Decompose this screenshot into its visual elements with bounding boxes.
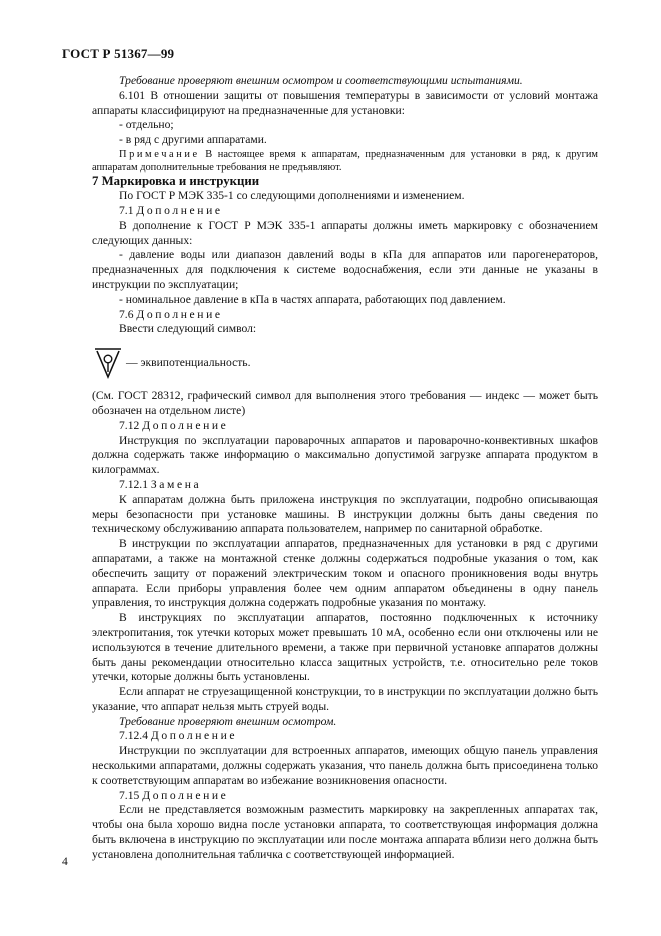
clause-number: 7.12.1 bbox=[119, 477, 151, 491]
clause-heading bbox=[92, 419, 598, 434]
clause-text: В дополнение к ГОСТ Р МЭК 335-1 аппараты должны иметь маркировку с обозначением следующих данных: bbox=[92, 218, 598, 247]
requirement-note: Требование проверяют внешним осмотром и соответствующими испытаниями. bbox=[119, 74, 523, 87]
equipotential-symbol-icon bbox=[94, 343, 122, 383]
page-content bbox=[92, 74, 598, 863]
gost-reference: (См. ГОСТ 28312, графический символ для выполнения этого требования — индекс — может быть обозначен на отдельном листе) bbox=[92, 389, 598, 417]
list-item: - номинальное давление в кПа в частях аппарата, работающих под давлением. bbox=[119, 292, 506, 306]
note-label: Примечание bbox=[119, 148, 200, 160]
symbol-row bbox=[92, 341, 598, 385]
symbol-label: — эквипотенциальность. bbox=[126, 355, 251, 369]
clause-heading bbox=[92, 204, 598, 219]
page-number: 4 bbox=[62, 855, 68, 868]
list-item: - в ряд с другими аппаратами. bbox=[119, 133, 267, 147]
clause-heading bbox=[92, 478, 598, 493]
clause-text: К аппаратам должна быть приложена инструкция по эксплуатации, подробно описывающая меры безопасности при установке машины. В инструкции должны быть даны сведения по техническому обслуживанию аппарата пользователем, например по санитарной обработке. bbox=[92, 492, 598, 536]
clause-type: Дополнение bbox=[136, 307, 223, 321]
clause-type: Дополнение bbox=[136, 203, 223, 217]
clause-text: Если не представляется возможным разместить маркировку на закрепленных аппаратах так, чтобы она была хорошо видна после установки аппарата, то соответствующая информация должна быть включена в инструкцию по эксплуатации или после монтажа аппарата вблизи него должна быть установлена дополнительная табличка с соответствующей информацией. bbox=[92, 803, 598, 861]
clause-text: Если аппарат не струезащищенной конструкции, то в инструкции по эксплуатации должно быть указание, что аппарат нельзя мыть струей воды. bbox=[92, 685, 598, 713]
requirement-note: Требование проверяют внешним осмотром. bbox=[119, 714, 337, 728]
page-header: ГОСТ Р 51367—99 bbox=[62, 46, 175, 61]
clause-text: Инструкция по эксплуатации пароварочных аппаратов и пароварочно-конвективных шкафов должна содержать также информацию о максимально допустимой загрузке аппарата продуктом в килограммах. bbox=[92, 433, 598, 477]
clause-heading bbox=[92, 308, 598, 323]
clause-heading bbox=[92, 789, 598, 804]
clause-text: Инструкции по эксплуатации для встроенных аппаратов, имеющих общую панель управления несколькими аппаратами, должны содержать указания, что панель должна быть присоединена только к соответствующим аппаратам во избежание возникновения опасности. bbox=[92, 744, 598, 787]
note-text: В настоящее время к аппаратам, предназначенным для установки в ряд, к другим аппаратам дополнительные требования не предъявляют. bbox=[92, 148, 598, 174]
clause-number: 7.12 bbox=[119, 418, 143, 432]
clause-type: Замена bbox=[150, 477, 202, 491]
clause-type: Дополнение bbox=[142, 788, 229, 802]
clause-text: В инструкции по эксплуатации аппаратов, предназначенных для установки в ряд с другими аппаратами, а также на монтажной стенке должны содержаться подробные указания о том, как обеспечить защиту от поражений электрическим током и опасного проникновения воды внутрь аппарата. Если приборы управления более чем одним аппаратом объединены в одну панель управления, то инструкция должна содержать подробные указания по монтажу. bbox=[92, 537, 598, 610]
clause-number: 7.6 bbox=[119, 307, 137, 321]
clause-type: Дополнение bbox=[150, 729, 238, 743]
section-intro: По ГОСТ Р МЭК 335-1 со следующими дополнениями и изменением. bbox=[119, 189, 465, 203]
clause-number: 7.12.4 bbox=[119, 729, 151, 743]
clause-number: 7.1 bbox=[119, 203, 137, 217]
clause-heading bbox=[92, 729, 598, 744]
clause-type: Дополнение bbox=[142, 418, 229, 432]
list-item: - отдельно; bbox=[119, 118, 174, 132]
clause-6-101: 6.101 В отношении защиты от повышения температуры в зависимости от условий монтажа аппараты классифицируют на предназначенные для установки: bbox=[92, 88, 598, 117]
list-item: - давление воды или диапазон давлений воды в кПа для аппаратов или парогенераторов, предназначенных для подключения к системе водоснабжения, если эти данные не указаны в инструкции по эксплуатации; bbox=[92, 248, 598, 291]
clause-number: 7.15 bbox=[119, 788, 143, 802]
note bbox=[92, 148, 598, 174]
clause-text: Ввести следующий символ: bbox=[119, 322, 257, 336]
clause-text: В инструкциях по эксплуатации аппаратов, постоянно подключенных к источнику электропитания, ток утечки которых может превышать 10 мА, особенно если они отключены или не используются в течение длительного времени, а также при первичной установке аппаратов должны быть даны рекомендации относительно класса защитных устройств, т.е. относительно реле токов утечки, которые должны быть установлены. bbox=[92, 611, 598, 684]
section-title: 7 Маркировка и инструкции bbox=[92, 174, 260, 189]
